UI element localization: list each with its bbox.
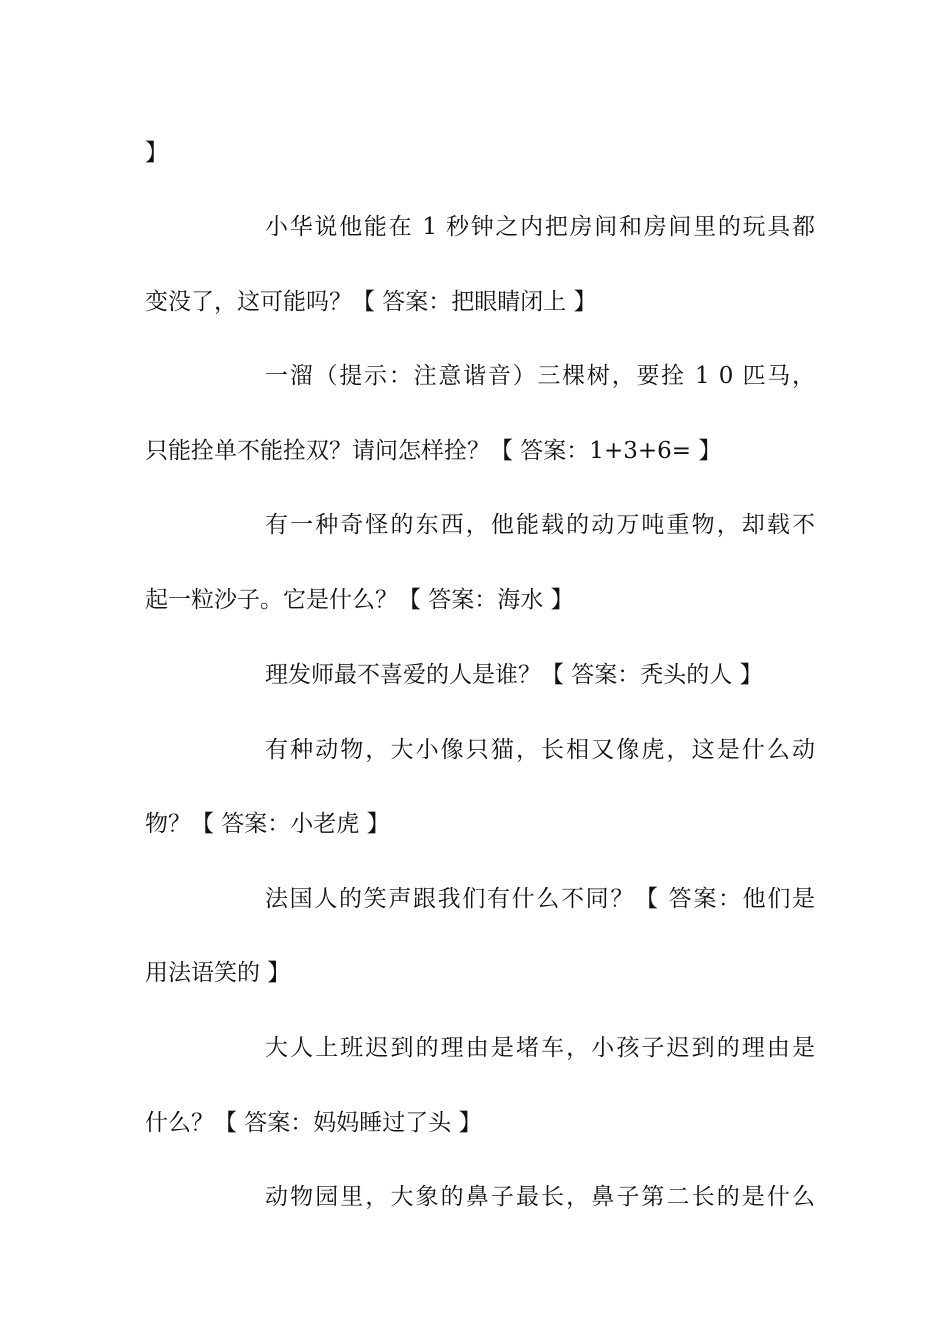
text-line: 有一种奇怪的东西，他能载的动万吨重物，却载不 — [265, 512, 815, 538]
text-line: 物？【 答案：小老虎 】 — [145, 811, 390, 837]
text-line: 用法语笑的 】 — [145, 960, 291, 986]
text-line: 】 — [145, 140, 168, 166]
text-line: 变没了，这可能吗？【 答案：把眼睛闭上 】 — [145, 289, 597, 315]
text-line: 理发师最不喜爱的人是谁？【 答案：秃头的人 】 — [265, 662, 763, 688]
text-line: 有种动物，大小像只猫，长相又像虎，这是什么动 — [265, 737, 815, 763]
text-line: 法国人的笑声跟我们有什么不同？【 答案：他们是 — [265, 886, 815, 912]
text-line: 大人上班迟到的理由是堵车，小孩子迟到的理由是 — [265, 1035, 815, 1061]
text-line: 一溜（提示：注意谐音）三棵树，要拴 1 0 匹马， — [265, 363, 815, 389]
text-line: 小华说他能在 1 秒钟之内把房间和房间里的玩具都 — [265, 214, 815, 240]
text-line: 什么？【 答案：妈妈睡过了头 】 — [145, 1110, 482, 1136]
text-line: 只能拴单不能拴双？请问怎样拴？【 答案：1+3+6= 】 — [145, 438, 722, 464]
text-line: 起一粒沙子。它是什么？【 答案：海水 】 — [145, 587, 574, 613]
text-line: 动物园里，大象的鼻子最长，鼻子第二长的是什么 — [265, 1184, 815, 1210]
